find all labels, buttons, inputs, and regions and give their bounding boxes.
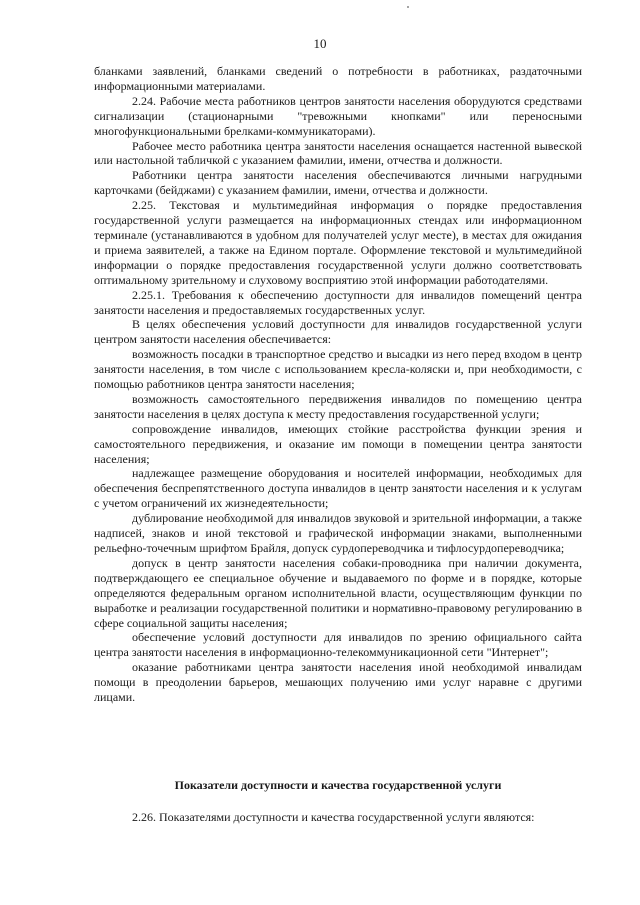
list-item-website: обеспечение условий доступности для инвалидов по зрению официального сайта центра занятости населения в информационно-телекоммуникационной сети "Интернет";	[94, 630, 582, 660]
scan-speck	[407, 6, 409, 8]
list-item-guide-dog: допуск в центр занятости населения собаки-проводника при наличии документа, подтверждающего ее специальное обучение и выдаваемого по форме и в порядке, которые определяются федеральным органом исполнительной власти, осуществляющим функции по выработке и реализации государственной политики и нормативно-правовому регулированию в сфере социальной защиты населения;	[94, 555, 582, 630]
paragraph-accessibility-intro: В целях обеспечения условий доступности для инвалидов государственной услуги центром занятости населения обеспечивается:	[94, 317, 582, 347]
page-number: 10	[313, 36, 327, 51]
body-text	[94, 64, 582, 705]
list-item-braille: дублирование необходимой для инвалидов звуковой и зрительной информации, а также надписей, знаков и иной текстовой и графической информации знаками, выполненными рельефно-точечным шрифтом Брайля, допуск сурдопереводчика и тифлосурдопереводчика;	[94, 511, 582, 555]
list-item-boarding: возможность посадки в транспортное средство и высадки из него перед входом в центр занятости населения, в том числе с использованием кресла-коляски и, при необходимости, с помощью работников центра занятости населения;	[94, 347, 582, 392]
paragraph-2-26: 2.26. Показателями доступности и качества государственной услуги являются:	[132, 810, 535, 824]
list-item-movement: возможность самостоятельного передвижения инвалидов по помещению центра занятости населения в целях доступа к месту предоставления государственной услуги;	[94, 391, 582, 421]
paragraph-2-25-1: 2.25.1. Требования к обеспечению доступности для инвалидов помещений центра занятости населения и предоставляемых государственных услуг.	[94, 287, 582, 317]
paragraph-2-25: 2.25. Текстовая и мультимедийная информация о порядке предоставления государственной услуги размещается на информационных стендах или информационном терминале (устанавливаются в удобном для получателей услуг месте), в местах для ожидания и приема заявителей, а также на Едином портале. Оформление текстовой и мультимедийной информации о порядке предоставления государственной услуги должно соответствовать оптимальному зрительному и слуховому восприятию этой информации работодателями.	[94, 198, 582, 287]
paragraph-badges: Работники центра занятости населения обеспечиваются личными нагрудными карточками (бейджами) с указанием фамилии, имени, отчества и должности.	[94, 168, 582, 198]
paragraph-workplace-sign: Рабочее место работника центра занятости населения оснащается настенной вывеской или настольной табличкой с указанием фамилии, имени, отчества и должности.	[94, 138, 582, 168]
list-item-equipment: надлежащее размещение оборудования и носителей информации, необходимых для обеспечения беспрепятственного доступа инвалидов в центр занятости населения и к услугам с учетом ограничений их жизнедеятельности;	[94, 466, 582, 511]
paragraph-continuation: бланками заявлений, бланками сведений о потребности в работниках, раздаточными информационными материалами.	[94, 64, 582, 93]
list-item-assistance: оказание работниками центра занятости населения иной необходимой инвалидам помощи в преодолении барьеров, мешающих получению ими услуг наравне с другими лицами.	[94, 660, 582, 705]
list-item-escort: сопровождение инвалидов, имеющих стойкие расстройства функции зрения и самостоятельного передвижения, и оказание им помощи в помещении центра занятости населения;	[94, 421, 582, 466]
section-heading: Показатели доступности и качества государственной услуги	[174, 778, 502, 792]
paragraph-2-24: 2.24. Рабочие места работников центров занятости населения оборудуются средствами сигнализации (стационарными "тревожными кнопками" или переносными многофункциональными брелками-коммуникаторами).	[94, 93, 582, 138]
